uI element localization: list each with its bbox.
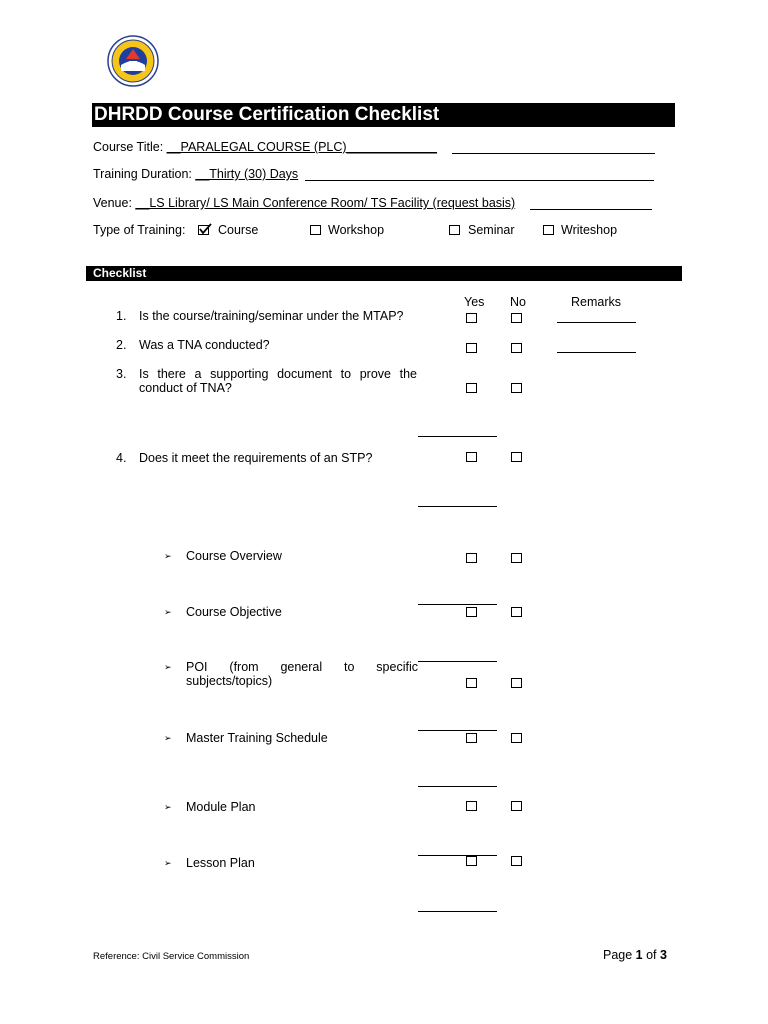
item-2-number: 2. — [116, 338, 127, 352]
lesson-plan-yes-checkbox[interactable] — [466, 856, 477, 866]
course-checkbox[interactable] — [198, 225, 209, 235]
venue-row — [93, 196, 515, 210]
item-1-number: 1. — [116, 309, 127, 323]
sub-item-course-objective: Course Objective — [186, 605, 282, 619]
arrow-bullet-icon: ➢ — [164, 551, 172, 561]
course-title-value: __PARALEGAL COURSE (PLC)_____________ — [166, 140, 437, 154]
arrow-bullet-icon: ➢ — [164, 802, 172, 812]
agency-seal-icon — [107, 35, 159, 87]
item-2-text: Was a TNA conducted? — [139, 338, 270, 352]
sub-item-lesson-plan: Lesson Plan — [186, 856, 255, 870]
item-3-yes-checkbox[interactable] — [466, 383, 477, 393]
master-schedule-remarks-line[interactable] — [418, 786, 497, 787]
page-total: 3 — [660, 948, 667, 962]
item-3-number: 3. — [116, 367, 127, 381]
arrow-bullet-icon: ➢ — [164, 858, 172, 868]
item-3-no-checkbox[interactable] — [511, 383, 522, 393]
page-of: of — [642, 948, 660, 962]
arrow-bullet-icon: ➢ — [164, 733, 172, 743]
training-duration-row — [93, 167, 298, 181]
page-prefix: Page — [603, 948, 636, 962]
lesson-plan-remarks-line[interactable] — [418, 911, 497, 912]
item-1-text: Is the course/training/seminar under the MTAP? — [139, 309, 404, 323]
item-4-remarks-line[interactable] — [418, 506, 497, 507]
item-4-yes-checkbox[interactable] — [466, 452, 477, 462]
venue-value: __LS Library/ LS Main Conference Room/ TS Facility (request basis) — [135, 196, 516, 210]
lesson-plan-no-checkbox[interactable] — [511, 856, 522, 866]
course-title-underline — [452, 153, 655, 154]
venue-label: Venue: — [93, 196, 132, 210]
module-plan-yes-checkbox[interactable] — [466, 801, 477, 811]
module-plan-remarks-line[interactable] — [418, 855, 497, 856]
course-objective-yes-checkbox[interactable] — [466, 607, 477, 617]
item-2-remarks-line[interactable] — [557, 352, 636, 353]
col-remarks-header: Remarks — [571, 295, 622, 309]
writeshop-option-label: Writeshop — [561, 223, 618, 237]
item-1-no-checkbox[interactable] — [511, 313, 522, 323]
writeshop-checkbox[interactable] — [543, 225, 554, 235]
poi-no-checkbox[interactable] — [511, 678, 522, 688]
course-title-label: Course Title: — [93, 140, 164, 154]
course-option-label: Course — [218, 223, 259, 237]
item-4-number: 4. — [116, 451, 127, 465]
training-duration-value: __Thirty (30) Days — [195, 167, 299, 181]
footer-reference: Reference: Civil Service Commission — [93, 951, 250, 962]
master-schedule-no-checkbox[interactable] — [511, 733, 522, 743]
course-overview-yes-checkbox[interactable] — [466, 553, 477, 563]
poi-remarks-line[interactable] — [418, 730, 497, 731]
sub-item-master-training-schedule: Master Training Schedule — [186, 731, 328, 745]
col-yes-header: Yes — [464, 295, 485, 309]
item-1-remarks-line[interactable] — [557, 322, 636, 323]
workshop-option-label: Workshop — [328, 223, 385, 237]
sub-item-module-plan: Module Plan — [186, 800, 256, 814]
checkmark-icon — [198, 223, 212, 235]
training-duration-label: Training Duration: — [93, 167, 192, 181]
item-3-remarks-line[interactable] — [418, 436, 497, 437]
arrow-bullet-icon: ➢ — [164, 607, 172, 617]
item-4-no-checkbox[interactable] — [511, 452, 522, 462]
checklist-heading: Checklist — [93, 266, 147, 280]
module-plan-no-checkbox[interactable] — [511, 801, 522, 811]
course-objective-no-checkbox[interactable] — [511, 607, 522, 617]
item-3-text: Is there a supporting document to prove the conduct of TNA? — [139, 367, 417, 395]
seminar-option-label: Seminar — [468, 223, 515, 237]
training-duration-underline — [305, 180, 654, 181]
item-2-no-checkbox[interactable] — [511, 343, 522, 353]
course-objective-remarks-line[interactable] — [418, 661, 497, 662]
seminar-checkbox[interactable] — [449, 225, 460, 235]
item-2-yes-checkbox[interactable] — [466, 343, 477, 353]
arrow-bullet-icon: ➢ — [164, 662, 172, 672]
page-current: 1 — [635, 948, 643, 962]
checklist-heading-bar — [86, 266, 682, 281]
type-of-training-label: Type of Training: — [93, 223, 186, 237]
course-title-row — [93, 140, 437, 154]
venue-underline — [530, 209, 652, 210]
master-schedule-yes-checkbox[interactable] — [466, 733, 477, 743]
course-overview-remarks-line[interactable] — [418, 604, 497, 605]
page-indicator — [603, 948, 667, 962]
workshop-checkbox[interactable] — [310, 225, 321, 235]
sub-item-poi: POI (from general to specific subjects/topics) — [186, 660, 418, 688]
item-1-yes-checkbox[interactable] — [466, 313, 477, 323]
sub-item-course-overview: Course Overview — [186, 549, 282, 563]
col-no-header: No — [510, 295, 526, 309]
item-4-text: Does it meet the requirements of an STP? — [139, 451, 373, 465]
course-overview-no-checkbox[interactable] — [511, 553, 522, 563]
poi-yes-checkbox[interactable] — [466, 678, 477, 688]
page-title: DHRDD Course Certification Checklist — [94, 104, 440, 125]
